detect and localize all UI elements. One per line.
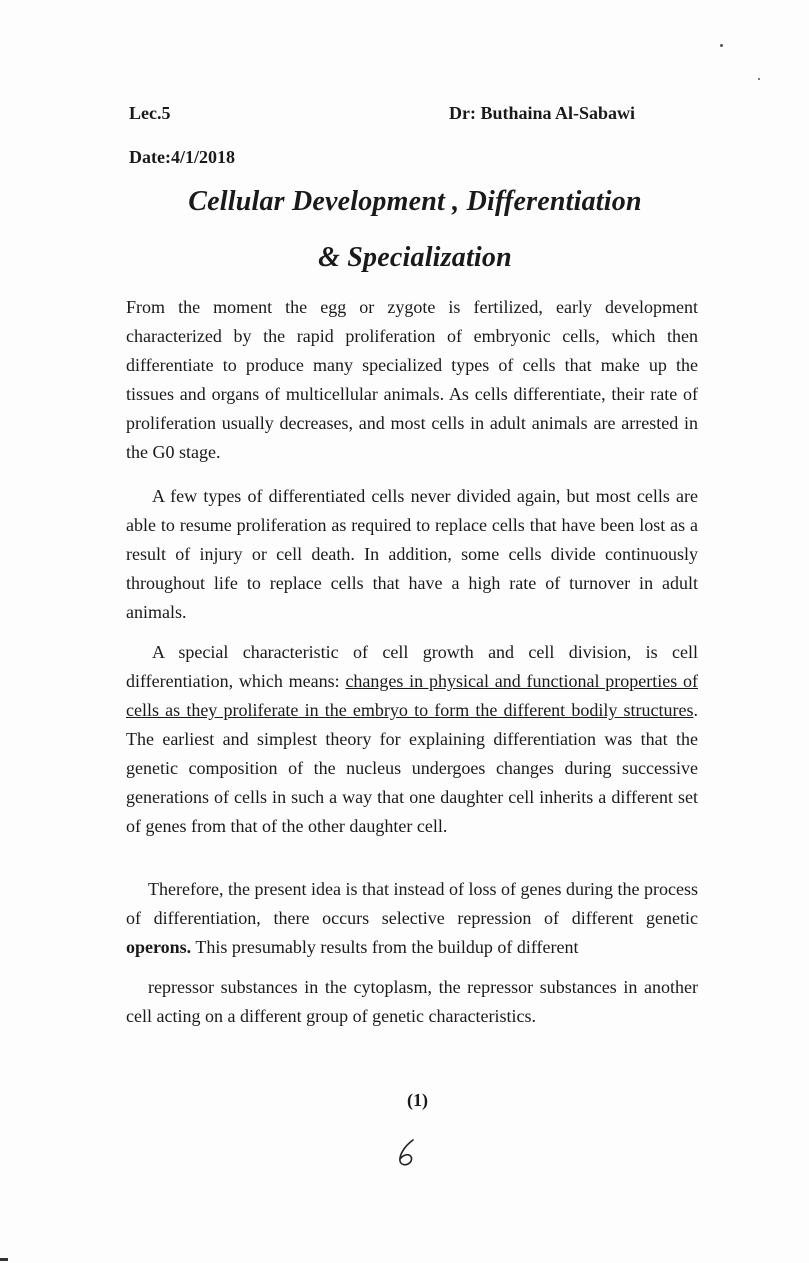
paragraph-text: . The earliest and simplest theory for explaining differentiation was that the genetic composition of the nucleus undergoes changes during successive generations of cells in such a way that one daughter cell inherits a different set of genes from that of the other daughter cell.	[126, 700, 698, 836]
page-title: Cellular Development , Differentiation	[188, 186, 642, 217]
paragraph-text: Therefore, the present idea is that instead of loss of genes during the process of differentiation, there occurs selective repression of different genetic	[126, 879, 698, 928]
definition-underlined: changes in physical and functional properties of cells as they proliferate in the embryo to form the different bodily structures	[126, 671, 698, 720]
scan-speck	[720, 44, 723, 47]
scan-edge-mark	[0, 1258, 8, 1261]
paragraph-proliferation: A few types of differentiated cells never divided again, but most cells are able to resume proliferation as required to replace cells that have been lost as a result of injury or cell death. In addition, some cells divide continuously throughout life to replace cells that have a high rate of turnover in adult animals.	[126, 486, 698, 622]
handwritten-page-number	[395, 1138, 421, 1168]
bold-term: operons.	[126, 937, 192, 957]
paragraph-text: A special characteristic of cell growth and cell division, is cell differentiation, which means:	[126, 642, 698, 691]
page-number: (1)	[407, 1090, 428, 1110]
paragraph-intro: From the moment the egg or zygote is fertilized, early development characterized by the rapid proliferation of embryonic cells, which then differentiate to produce many specialized types of cells that make up the tissues and organs of multicellular animals. As cells differentiate, their rate of proliferation usually decreases, and most cells in adult animals are arrested in the G0 stage.	[126, 297, 698, 462]
paragraph-differentiation	[126, 638, 698, 841]
scan-speck	[758, 78, 760, 80]
paragraph-operons	[126, 875, 698, 962]
lecture-number: Lec.5	[129, 103, 171, 123]
paragraph-text: This presumably results from the buildup of different	[191, 937, 579, 957]
paragraph-repressor: repressor substances in the cytoplasm, the repressor substances in another cell acting on a different group of genetic characteristics.	[126, 977, 698, 1026]
author-name: Dr: Buthaina Al-Sabawi	[449, 103, 636, 123]
lecture-date: Date:4/1/2018	[129, 147, 235, 167]
page-title-continued: & Specialization	[318, 242, 512, 273]
